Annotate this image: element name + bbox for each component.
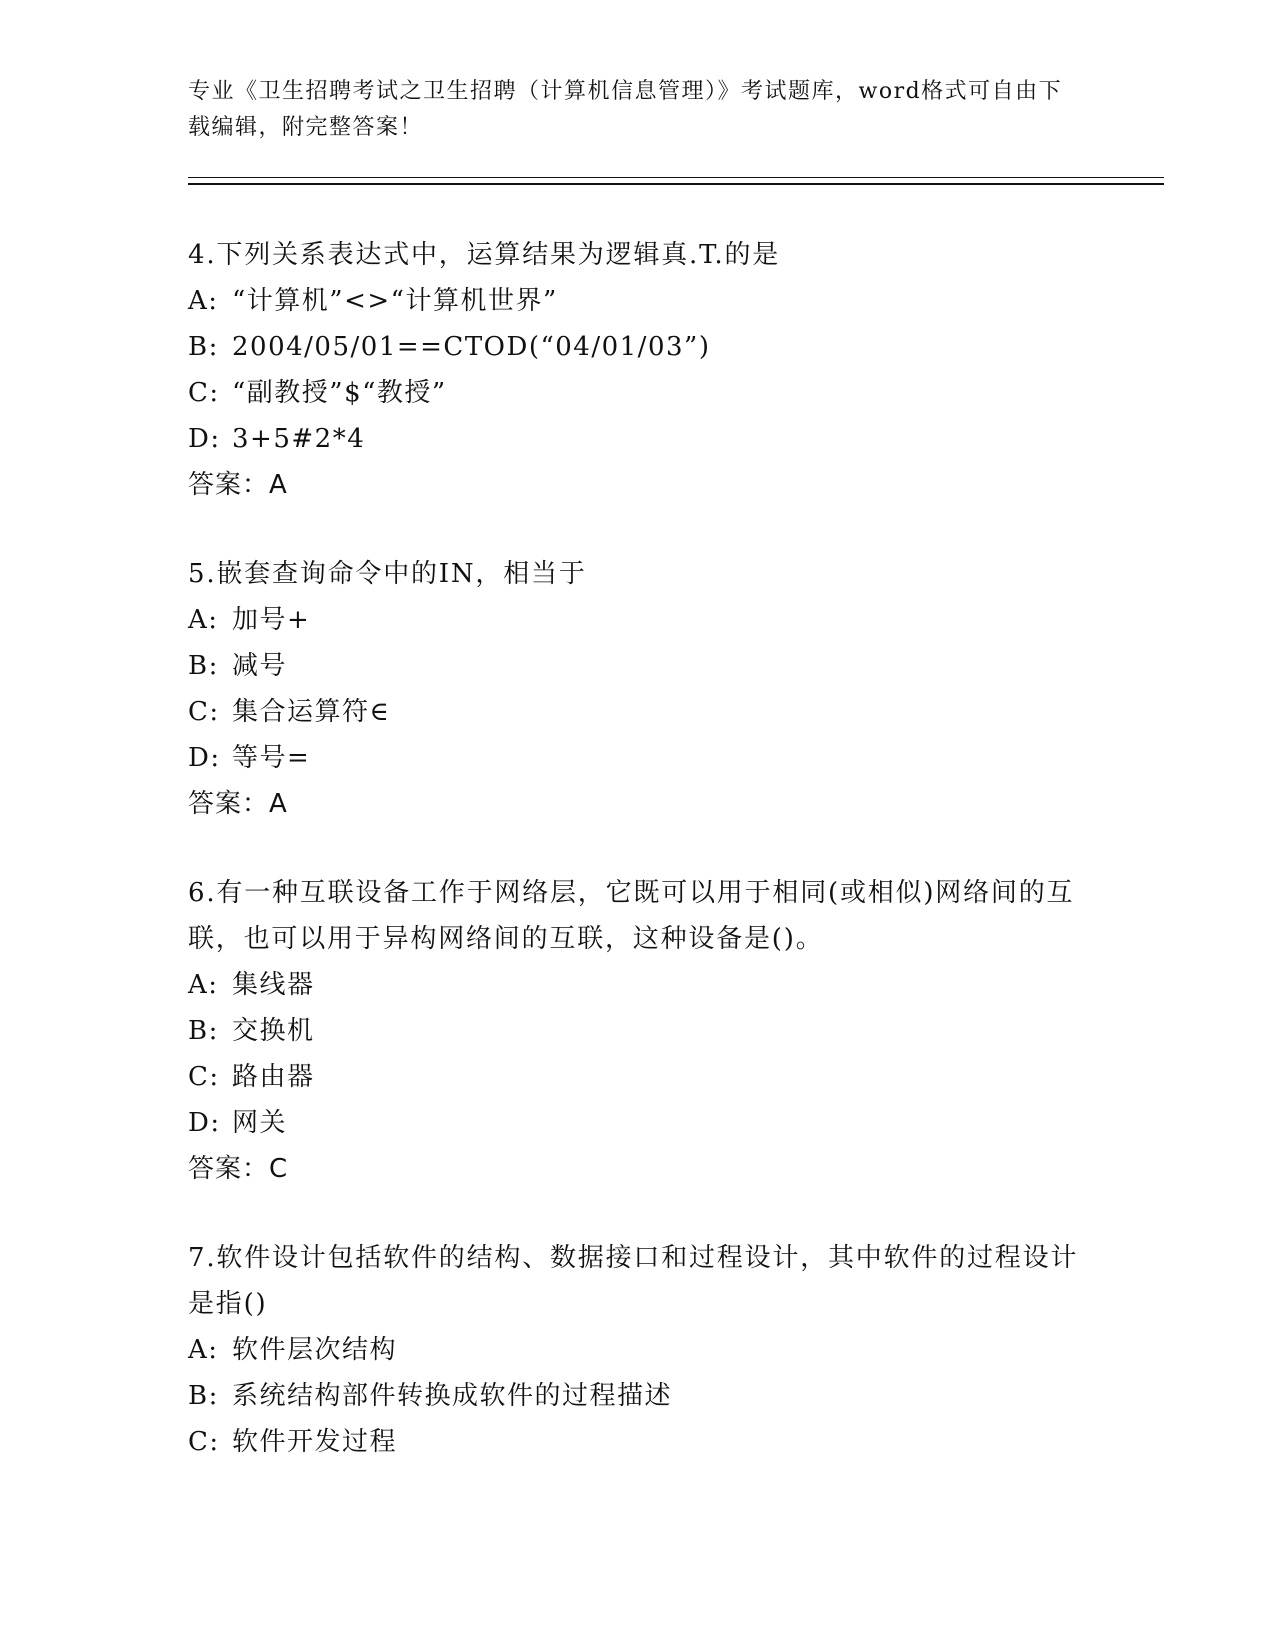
option-label: C: bbox=[188, 1427, 220, 1457]
question-6 bbox=[188, 870, 1088, 1192]
option-text: “副教授”$“教授” bbox=[232, 378, 447, 408]
option-label: C: bbox=[188, 1062, 220, 1092]
option-text: 软件层次结构 bbox=[232, 1335, 398, 1365]
answer-line: 答案：A bbox=[188, 789, 288, 819]
question-stem: 4.下列关系表达式中，运算结果为逻辑真.T.的是 bbox=[188, 240, 781, 270]
option-label: A: bbox=[188, 605, 219, 635]
option-text: 交换机 bbox=[232, 1016, 315, 1046]
option-b bbox=[188, 1373, 1088, 1419]
option-text: 减号 bbox=[232, 651, 288, 681]
answer-line: 答案：C bbox=[188, 1154, 289, 1184]
option-d bbox=[188, 735, 1088, 781]
question-7 bbox=[188, 1235, 1088, 1465]
question-stem: 7.软件设计包括软件的结构、数据接口和过程设计，其中软件的过程设计是指() bbox=[188, 1243, 1079, 1319]
option-label: D: bbox=[188, 424, 221, 454]
option-label: C: bbox=[188, 697, 220, 727]
option-label: B: bbox=[188, 332, 219, 362]
option-text: 网关 bbox=[232, 1108, 288, 1138]
option-c bbox=[188, 1419, 1088, 1465]
question-stem: 6.有一种互联设备工作于网络层，它既可以用于相同(或相似)网络间的互联，也可以用于异构网络间的互联，这种设备是()。 bbox=[188, 878, 1075, 954]
question-list bbox=[188, 232, 1088, 1508]
option-a bbox=[188, 962, 1088, 1008]
option-label: A: bbox=[188, 286, 219, 316]
option-text: “计算机”<>“计算机世界” bbox=[232, 286, 558, 316]
option-text: 集线器 bbox=[232, 970, 315, 1000]
option-d bbox=[188, 416, 1088, 462]
option-text: 软件开发过程 bbox=[232, 1427, 398, 1457]
option-c bbox=[188, 1054, 1088, 1100]
option-label: D: bbox=[188, 1108, 221, 1138]
option-text: 等号= bbox=[232, 743, 311, 773]
option-label: B: bbox=[188, 651, 219, 681]
option-label: A: bbox=[188, 1335, 219, 1365]
option-d bbox=[188, 1100, 1088, 1146]
option-label: D: bbox=[188, 743, 221, 773]
question-5 bbox=[188, 551, 1088, 827]
option-b bbox=[188, 324, 1088, 370]
option-text: 2004/05/01==CTOD(“04/01/03”) bbox=[232, 332, 711, 362]
option-text: 集合运算符∈ bbox=[232, 697, 391, 727]
header-divider-thin bbox=[188, 177, 1164, 178]
question-stem: 5.嵌套查询命令中的IN，相当于 bbox=[188, 559, 587, 589]
option-a bbox=[188, 1327, 1088, 1373]
document-header: 专业《卫生招聘考试之卫生招聘（计算机信息管理）》考试题库，word格式可自由下载编辑，附完整答案！ bbox=[188, 79, 1063, 140]
header-divider-thick bbox=[188, 183, 1164, 185]
option-a bbox=[188, 597, 1088, 643]
option-text: 系统结构部件转换成软件的过程描述 bbox=[232, 1381, 673, 1411]
option-label: B: bbox=[188, 1016, 219, 1046]
option-label: A: bbox=[188, 970, 219, 1000]
option-text: 3+5#2*4 bbox=[232, 424, 366, 454]
option-label: B: bbox=[188, 1381, 219, 1411]
option-a bbox=[188, 278, 1088, 324]
option-c bbox=[188, 689, 1088, 735]
option-b bbox=[188, 1008, 1088, 1054]
question-4 bbox=[188, 232, 1088, 508]
option-text: 加号+ bbox=[232, 605, 311, 635]
option-c bbox=[188, 370, 1088, 416]
option-b bbox=[188, 643, 1088, 689]
answer-line: 答案：A bbox=[188, 470, 288, 500]
option-label: C: bbox=[188, 378, 220, 408]
option-text: 路由器 bbox=[232, 1062, 315, 1092]
